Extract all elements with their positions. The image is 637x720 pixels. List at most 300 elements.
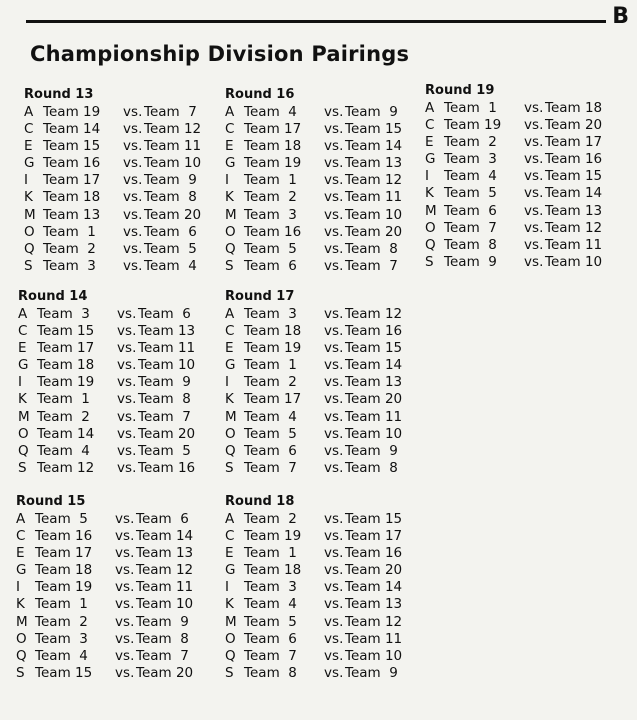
pairing-row — [225, 323, 425, 340]
pairing-row — [425, 203, 625, 220]
pairing-row — [425, 220, 625, 237]
home-team: Team 14 — [43, 121, 101, 138]
pairing-label: M — [225, 613, 237, 630]
away-team: Team 15 — [345, 340, 403, 357]
pairing-row — [225, 511, 425, 528]
away-team: Team 7 — [144, 104, 197, 120]
pairing-label: E — [24, 138, 33, 155]
pairing-label: S — [225, 459, 234, 476]
pairing-row — [24, 241, 224, 258]
pairing-label: Q — [225, 240, 236, 257]
pairing-label: S — [16, 664, 25, 681]
pairing-row — [425, 254, 625, 271]
pairing-row — [425, 168, 625, 185]
versus-text: vs. — [324, 223, 344, 240]
home-team: Team 5 — [35, 511, 88, 527]
versus-text: vs. — [117, 357, 137, 374]
pairing-row — [225, 460, 425, 477]
pairing-label: I — [225, 374, 229, 391]
pairing-label: K — [16, 596, 25, 613]
versus-text: vs. — [324, 357, 344, 374]
away-team: Team 11 — [345, 630, 403, 647]
home-team: Team 2 — [37, 408, 90, 425]
pairing-label: O — [225, 425, 236, 442]
versus-text: vs. — [524, 253, 544, 270]
away-team: Team 10 — [545, 253, 603, 270]
versus-text: vs. — [324, 613, 344, 630]
versus-text: vs. — [324, 240, 344, 257]
home-team: Team 19 — [37, 374, 95, 391]
home-team: Team 4 — [244, 408, 297, 425]
versus-text: vs. — [324, 121, 344, 138]
home-team: Team 17 — [37, 340, 95, 357]
home-team: Team 19 — [244, 340, 302, 357]
home-team: Team 3 — [43, 257, 96, 274]
pairing-row — [225, 224, 425, 241]
pairing-label: K — [18, 391, 27, 408]
round-16-block — [225, 86, 425, 275]
pairing-row — [225, 357, 425, 374]
home-team: Team 15 — [43, 138, 101, 155]
pairing-label: O — [16, 630, 27, 647]
versus-text: vs. — [117, 425, 137, 442]
pairing-label: C — [225, 528, 235, 545]
round-title: Round 16 — [225, 87, 295, 102]
home-team: Team 19 — [444, 117, 502, 134]
pairing-label: Q — [16, 647, 27, 664]
home-team: Team 13 — [43, 206, 101, 223]
pairing-row — [16, 665, 216, 682]
home-team: Team 19 — [244, 155, 302, 172]
pairing-row — [225, 121, 425, 138]
versus-text: vs. — [324, 257, 344, 274]
pairing-row — [425, 185, 625, 202]
versus-text: vs. — [324, 172, 344, 189]
versus-text: vs. — [123, 104, 143, 120]
pairing-row — [24, 155, 224, 172]
pairing-row — [18, 306, 218, 323]
pairing-row — [24, 207, 224, 224]
away-team: Team 9 — [345, 442, 398, 459]
away-team: Team 9 — [144, 172, 197, 189]
pairing-row — [18, 323, 218, 340]
away-team: Team 13 — [138, 323, 196, 340]
round-13-block — [24, 86, 224, 275]
pairing-label: O — [18, 425, 29, 442]
away-team: Team 17 — [545, 134, 603, 151]
round-17-block — [225, 288, 425, 477]
away-team: Team 10 — [136, 596, 194, 613]
away-team: Team 20 — [345, 562, 403, 579]
away-team: Team 7 — [345, 257, 398, 274]
home-team: Team 2 — [35, 613, 88, 630]
home-team: Team 4 — [35, 647, 88, 664]
home-team: Team 2 — [43, 240, 96, 257]
away-team: Team 16 — [345, 323, 403, 340]
home-team: Team 3 — [244, 579, 297, 596]
away-team: Team 15 — [545, 168, 603, 185]
pairing-row — [18, 409, 218, 426]
home-team: Team 18 — [43, 189, 101, 206]
pairing-row — [18, 426, 218, 443]
versus-text: vs. — [524, 151, 544, 168]
pairing-label: C — [225, 323, 235, 340]
pairing-row — [24, 104, 224, 121]
versus-text: vs. — [123, 223, 143, 240]
away-team: Team 14 — [136, 528, 194, 545]
home-team: Team 1 — [43, 223, 96, 240]
home-team: Team 4 — [244, 104, 297, 120]
home-team: Team 16 — [43, 155, 101, 172]
pairing-label: G — [225, 155, 236, 172]
home-team: Team 2 — [444, 134, 497, 151]
versus-text: vs. — [324, 306, 344, 322]
pairing-row — [225, 374, 425, 391]
away-team: Team 11 — [545, 236, 603, 253]
home-team: Team 18 — [244, 562, 302, 579]
versus-text: vs. — [115, 579, 135, 596]
away-team: Team 7 — [138, 408, 191, 425]
pairing-row — [225, 172, 425, 189]
away-team: Team 14 — [545, 185, 603, 202]
home-team: Team 1 — [37, 391, 90, 408]
round-title: Round 14 — [18, 289, 88, 304]
round-title: Round 17 — [225, 289, 295, 304]
pairing-row — [225, 443, 425, 460]
home-team: Team 16 — [244, 223, 302, 240]
home-team: Team 9 — [444, 253, 497, 270]
home-team: Team 8 — [444, 236, 497, 253]
versus-text: vs. — [123, 138, 143, 155]
home-team: Team 17 — [244, 121, 302, 138]
away-team: Team 10 — [345, 647, 403, 664]
away-team: Team 15 — [345, 511, 403, 527]
pairing-label: S — [225, 257, 234, 274]
versus-text: vs. — [115, 562, 135, 579]
pairing-label: A — [18, 306, 28, 322]
pairing-label: I — [18, 374, 22, 391]
pairing-row — [225, 545, 425, 562]
round-18-block — [225, 493, 425, 682]
pairing-label: O — [225, 630, 236, 647]
away-team: Team 14 — [345, 138, 403, 155]
away-team: Team 13 — [345, 155, 403, 172]
pairing-label: M — [24, 206, 36, 223]
pairing-row — [225, 614, 425, 631]
pairing-label: O — [225, 223, 236, 240]
home-team: Team 12 — [37, 459, 95, 476]
pairing-row — [16, 648, 216, 665]
round-14-block — [18, 288, 218, 477]
versus-text: vs. — [324, 340, 344, 357]
pairing-label: G — [16, 562, 27, 579]
round-title: Round 13 — [24, 87, 94, 102]
home-team: Team 3 — [37, 306, 90, 322]
pairing-row — [24, 138, 224, 155]
versus-text: vs. — [123, 206, 143, 223]
home-team: Team 7 — [444, 219, 497, 236]
pairing-row — [225, 391, 425, 408]
away-team: Team 11 — [345, 408, 403, 425]
pairing-label: M — [18, 408, 30, 425]
pairing-label: S — [24, 257, 33, 274]
pairing-row — [18, 460, 218, 477]
away-team: Team 5 — [144, 240, 197, 257]
versus-text: vs. — [524, 100, 544, 116]
home-team: Team 1 — [244, 357, 297, 374]
home-team: Team 15 — [35, 664, 93, 681]
away-team: Team 8 — [345, 459, 398, 476]
home-team: Team 18 — [37, 357, 95, 374]
pairing-row — [16, 528, 216, 545]
away-team: Team 20 — [345, 391, 403, 408]
home-team: Team 15 — [37, 323, 95, 340]
versus-text: vs. — [117, 459, 137, 476]
versus-text: vs. — [324, 408, 344, 425]
pairing-label: A — [225, 306, 235, 322]
home-team: Team 17 — [43, 172, 101, 189]
home-team: Team 19 — [43, 104, 101, 120]
pairing-label: Q — [225, 647, 236, 664]
pairing-label: K — [225, 391, 234, 408]
versus-text: vs. — [524, 202, 544, 219]
pairing-label: G — [425, 151, 436, 168]
away-team: Team 4 — [144, 257, 197, 274]
pairing-row — [425, 134, 625, 151]
away-team: Team 9 — [345, 104, 398, 120]
home-team: Team 5 — [244, 425, 297, 442]
away-team: Team 6 — [144, 223, 197, 240]
versus-text: vs. — [324, 155, 344, 172]
versus-text: vs. — [324, 323, 344, 340]
away-team: Team 8 — [138, 391, 191, 408]
versus-text: vs. — [115, 545, 135, 562]
pairing-row — [225, 562, 425, 579]
pairing-row — [16, 545, 216, 562]
versus-text: vs. — [324, 511, 344, 527]
versus-text: vs. — [117, 323, 137, 340]
pairing-label: A — [225, 511, 235, 527]
versus-text: vs. — [117, 340, 137, 357]
away-team: Team 15 — [345, 121, 403, 138]
pairing-label: G — [225, 357, 236, 374]
versus-text: vs. — [324, 138, 344, 155]
pairing-label: Q — [24, 240, 35, 257]
pairing-row — [225, 306, 425, 323]
versus-text: vs. — [324, 579, 344, 596]
away-team: Team 7 — [136, 647, 189, 664]
home-team: Team 3 — [244, 306, 297, 322]
versus-text: vs. — [123, 189, 143, 206]
home-team: Team 6 — [244, 257, 297, 274]
away-team: Team 13 — [345, 374, 403, 391]
pairing-label: S — [18, 459, 27, 476]
home-team: Team 19 — [244, 528, 302, 545]
pairing-label: I — [16, 579, 20, 596]
home-team: Team 7 — [244, 647, 297, 664]
pairing-label: A — [425, 100, 435, 116]
pairing-label: K — [225, 189, 234, 206]
pairing-row — [425, 151, 625, 168]
versus-text: vs. — [123, 257, 143, 274]
home-team: Team 5 — [244, 240, 297, 257]
away-team: Team 20 — [136, 664, 194, 681]
pairing-row — [225, 528, 425, 545]
home-team: Team 17 — [244, 391, 302, 408]
home-team: Team 6 — [444, 202, 497, 219]
pairing-row — [425, 237, 625, 254]
pairing-row — [225, 648, 425, 665]
pairing-row — [225, 207, 425, 224]
pairing-row — [225, 155, 425, 172]
away-team: Team 13 — [345, 596, 403, 613]
pairing-row — [225, 138, 425, 155]
pairing-label: I — [225, 579, 229, 596]
versus-text: vs. — [324, 647, 344, 664]
pairing-label: O — [425, 219, 436, 236]
versus-text: vs. — [324, 206, 344, 223]
pairing-row — [16, 596, 216, 613]
away-team: Team 12 — [345, 306, 403, 322]
away-team: Team 16 — [545, 151, 603, 168]
away-team: Team 9 — [138, 374, 191, 391]
home-team: Team 2 — [244, 189, 297, 206]
pairing-row — [24, 121, 224, 138]
away-team: Team 10 — [144, 155, 202, 172]
pairing-label: M — [425, 202, 437, 219]
pairing-label: I — [225, 172, 229, 189]
pairing-label: E — [18, 340, 27, 357]
pairing-label: M — [16, 613, 28, 630]
home-team: Team 3 — [244, 206, 297, 223]
pairing-label: S — [425, 253, 434, 270]
versus-text: vs. — [324, 104, 344, 120]
versus-text: vs. — [117, 306, 137, 322]
section-letter: B — [612, 4, 629, 29]
pairing-row — [16, 511, 216, 528]
pairing-row — [18, 443, 218, 460]
home-team: Team 14 — [37, 425, 95, 442]
versus-text: vs. — [324, 374, 344, 391]
versus-text: vs. — [524, 117, 544, 134]
versus-text: vs. — [115, 664, 135, 681]
pairing-row — [225, 596, 425, 613]
versus-text: vs. — [117, 374, 137, 391]
pairing-label: K — [425, 185, 434, 202]
home-team: Team 6 — [244, 630, 297, 647]
away-team: Team 12 — [345, 172, 403, 189]
pairing-label: C — [18, 323, 28, 340]
home-team: Team 16 — [35, 528, 93, 545]
versus-text: vs. — [324, 664, 344, 681]
versus-text: vs. — [115, 596, 135, 613]
pairing-label: C — [24, 121, 34, 138]
pairing-label: A — [16, 511, 26, 527]
pairing-label: S — [225, 664, 234, 681]
pairing-row — [225, 241, 425, 258]
round-title: Round 15 — [16, 494, 86, 509]
versus-text: vs. — [324, 630, 344, 647]
versus-text: vs. — [324, 545, 344, 562]
away-team: Team 20 — [138, 425, 196, 442]
away-team: Team 20 — [545, 117, 603, 134]
pairing-row — [425, 100, 625, 117]
pairing-row — [225, 104, 425, 121]
away-team: Team 12 — [136, 562, 194, 579]
versus-text: vs. — [117, 391, 137, 408]
versus-text: vs. — [115, 630, 135, 647]
home-team: Team 2 — [244, 374, 297, 391]
home-team: Team 6 — [244, 442, 297, 459]
pairing-label: G — [18, 357, 29, 374]
away-team: Team 8 — [345, 240, 398, 257]
away-team: Team 5 — [138, 442, 191, 459]
home-team: Team 17 — [35, 545, 93, 562]
header-rule — [26, 20, 606, 23]
home-team: Team 19 — [35, 579, 93, 596]
away-team: Team 10 — [345, 206, 403, 223]
round-title: Round 19 — [425, 83, 495, 98]
away-team: Team 16 — [138, 459, 196, 476]
away-team: Team 11 — [136, 579, 194, 596]
versus-text: vs. — [324, 391, 344, 408]
pairing-row — [18, 391, 218, 408]
away-team: Team 13 — [545, 202, 603, 219]
home-team: Team 5 — [444, 185, 497, 202]
versus-text: vs. — [324, 596, 344, 613]
pairing-label: C — [16, 528, 26, 545]
away-team: Team 20 — [144, 206, 202, 223]
versus-text: vs. — [115, 613, 135, 630]
versus-text: vs. — [117, 442, 137, 459]
versus-text: vs. — [324, 528, 344, 545]
versus-text: vs. — [123, 172, 143, 189]
pairing-label: M — [225, 408, 237, 425]
home-team: Team 18 — [35, 562, 93, 579]
versus-text: vs. — [524, 168, 544, 185]
versus-text: vs. — [524, 134, 544, 151]
pairing-row — [225, 340, 425, 357]
away-team: Team 6 — [138, 306, 191, 322]
versus-text: vs. — [115, 647, 135, 664]
pairing-label: A — [24, 104, 34, 120]
pairing-label: E — [225, 340, 234, 357]
away-team: Team 11 — [144, 138, 202, 155]
versus-text: vs. — [524, 185, 544, 202]
versus-text: vs. — [324, 425, 344, 442]
pairing-label: C — [225, 121, 235, 138]
home-team: Team 18 — [244, 323, 302, 340]
home-team: Team 3 — [35, 630, 88, 647]
away-team: Team 10 — [138, 357, 196, 374]
pairing-row — [425, 117, 625, 134]
away-team: Team 16 — [345, 545, 403, 562]
away-team: Team 14 — [345, 579, 403, 596]
pairing-label: G — [225, 562, 236, 579]
away-team: Team 12 — [144, 121, 202, 138]
home-team: Team 4 — [444, 168, 497, 185]
pairing-row — [18, 340, 218, 357]
versus-text: vs. — [123, 121, 143, 138]
away-team: Team 8 — [144, 189, 197, 206]
pairing-label: E — [16, 545, 25, 562]
home-team: Team 18 — [244, 138, 302, 155]
pairing-label: C — [425, 117, 435, 134]
away-team: Team 12 — [345, 613, 403, 630]
versus-text: vs. — [524, 236, 544, 253]
away-team: Team 13 — [136, 545, 194, 562]
versus-text: vs. — [117, 408, 137, 425]
